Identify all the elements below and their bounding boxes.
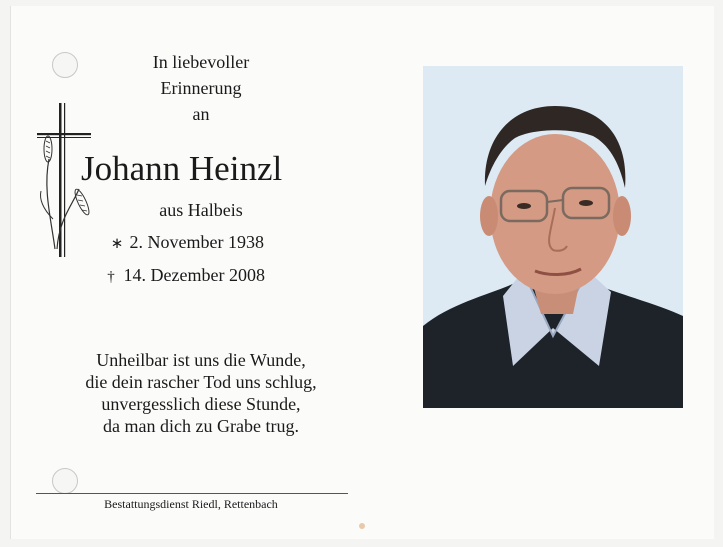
intro-text	[121, 49, 281, 127]
footer-divider	[36, 493, 348, 494]
punch-hole-bottom	[52, 468, 78, 494]
funeral-service-credit: Bestattungsdienst Riedl, Rettenbach	[104, 497, 278, 511]
memorial-card	[10, 6, 714, 539]
birth-date: 2. November 1938	[129, 232, 264, 252]
poem-line: Unheilbar ist uns die Wunde,	[96, 350, 306, 370]
birth-date-line	[109, 232, 264, 253]
paper-spot	[359, 523, 365, 529]
birth-star-icon: ∗	[110, 236, 124, 252]
intro-line: In liebevoller	[152, 52, 250, 72]
death-date-line	[103, 265, 265, 286]
death-cross-icon: †	[107, 269, 115, 285]
poem-line: unvergesslich diese Stunde,	[101, 394, 301, 414]
intro-line: Erinnerung	[160, 78, 242, 98]
poem-line: da man dich zu Grabe trug.	[103, 416, 299, 436]
death-date: 14. Dezember 2008	[123, 265, 265, 285]
poem	[51, 349, 351, 437]
poem-line: die dein rascher Tod uns schlug,	[85, 372, 317, 392]
punch-hole-top	[52, 52, 78, 78]
deceased-name: Johann Heinzl	[81, 149, 283, 188]
portrait-photo	[423, 66, 683, 408]
origin-text: aus Halbeis	[159, 200, 243, 220]
intro-line: an	[192, 104, 210, 124]
